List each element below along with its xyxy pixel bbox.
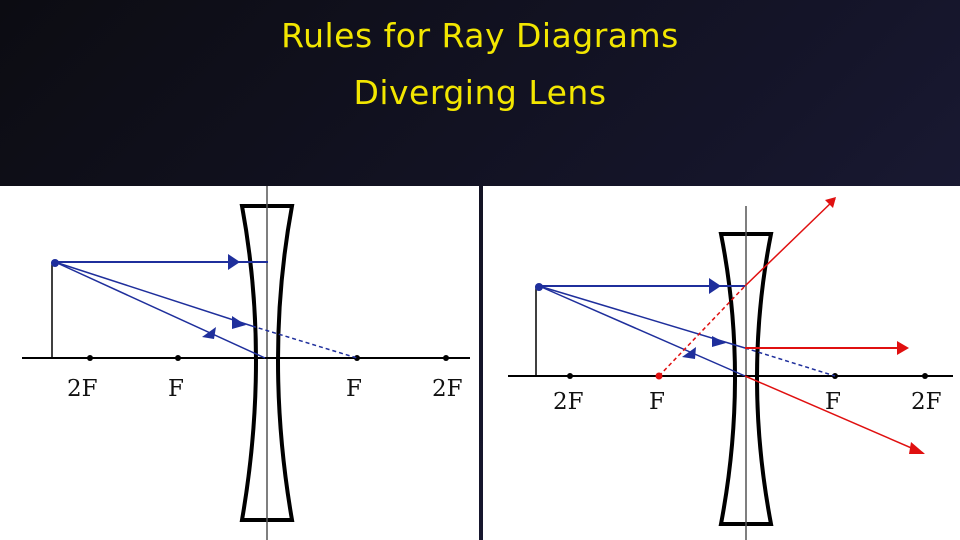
label-f-left: F [168,376,184,402]
label-2f-left: 2F [553,389,584,415]
ray-diagram-left-svg [0,186,479,540]
ray-diagram-left [0,186,479,540]
toward-f-arrowhead [232,316,246,329]
incident-ray-toward-f [55,262,252,326]
ray-diagram-right [483,186,960,540]
refracted-center-arrowhead [909,442,925,454]
refracted-parallel-arrowhead [897,341,909,355]
label-2f-right: 2F [911,389,942,415]
center-ray-arrowhead [202,327,216,339]
parallel-ray-arrowhead [709,278,721,294]
label-f-right: F [346,376,362,402]
slide-subtitle: Diverging Lens [353,73,607,112]
label-2f-left: 2F [67,376,98,402]
parallel-ray-arrowhead [228,254,240,270]
point-2f-left [87,355,93,361]
incident-ray-center [539,286,745,376]
label-f-left: F [649,389,665,415]
point-f-left [175,355,181,361]
incident-ray-center [55,262,265,358]
ray-diagram-right-svg [483,186,960,540]
label-2f-right: 2F [432,376,463,402]
point-2f-right [922,373,928,379]
point-2f-right [443,355,449,361]
point-2f-left [567,373,573,379]
slide-title: Rules for Ray Diagrams [281,16,679,55]
refracted-ray-diverging [745,199,835,286]
label-f-right: F [825,389,841,415]
